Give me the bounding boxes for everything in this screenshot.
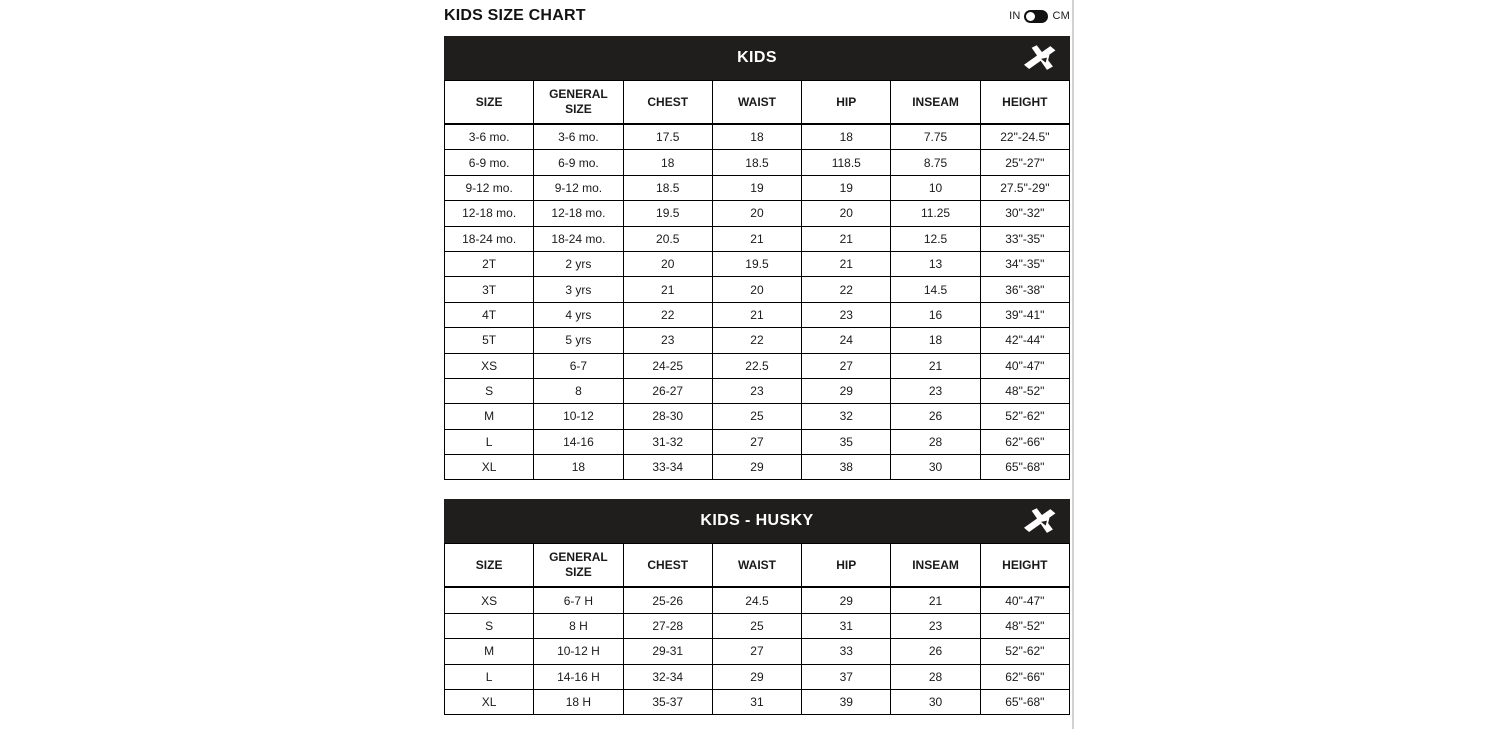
table-cell: 12-18 mo. — [534, 201, 623, 226]
table-cell: 23 — [623, 328, 712, 353]
table-cell: 14-16 — [534, 429, 623, 454]
unit-label-in: IN — [1009, 10, 1021, 22]
column-header: GENERAL SIZE — [534, 81, 623, 125]
table-row — [445, 201, 1070, 226]
table-cell: 48"-52" — [980, 613, 1069, 638]
table-title: KIDS - HUSKY — [700, 512, 814, 530]
column-header: HIP — [802, 81, 891, 125]
table-cell: 38 — [802, 455, 891, 480]
table-cell: 20.5 — [623, 226, 712, 251]
column-header: CHEST — [623, 544, 712, 588]
table-cell: 7.75 — [891, 124, 980, 150]
table-cell: 52"-62" — [980, 639, 1069, 664]
table-row — [445, 664, 1070, 689]
table-cell: 2 yrs — [534, 251, 623, 276]
header-row — [445, 81, 1070, 125]
table-cell: 21 — [891, 587, 980, 613]
table-row — [445, 404, 1070, 429]
table-cell: 65"-68" — [980, 690, 1069, 715]
kids-husky-size-table-section — [444, 499, 1070, 715]
table-cell: 27-28 — [623, 613, 712, 638]
table-cell: 20 — [623, 251, 712, 276]
table-cell: 34"-35" — [980, 251, 1069, 276]
brand-logo-icon — [1024, 507, 1058, 535]
table-cell: 52"-62" — [980, 404, 1069, 429]
table-cell: 3-6 mo. — [534, 124, 623, 150]
table-cell: 21 — [802, 226, 891, 251]
table-cell: L — [445, 429, 534, 454]
table-cell: 20 — [712, 277, 801, 302]
size-table — [444, 80, 1070, 480]
table-cell: 6-7 — [534, 353, 623, 378]
table-cell: 22.5 — [712, 353, 801, 378]
table-cell: 22 — [712, 328, 801, 353]
table-cell: 9-12 mo. — [445, 175, 534, 200]
table-cell: 28 — [891, 429, 980, 454]
table-cell: 30 — [891, 690, 980, 715]
table-cell: 48"-52" — [980, 378, 1069, 403]
table-cell: 3T — [445, 277, 534, 302]
table-cell: 29 — [712, 455, 801, 480]
table-cell: 31 — [712, 690, 801, 715]
table-cell: M — [445, 404, 534, 429]
table-row — [445, 328, 1070, 353]
table-cell: 18.5 — [712, 150, 801, 175]
table-cell: 9-12 mo. — [534, 175, 623, 200]
table-cell: 28 — [891, 664, 980, 689]
table-cell: 22 — [802, 277, 891, 302]
table-cell: 26 — [891, 639, 980, 664]
table-row — [445, 124, 1070, 150]
table-cell: 25-26 — [623, 587, 712, 613]
table-cell: 19.5 — [623, 201, 712, 226]
toggle-knob-icon — [1026, 12, 1035, 21]
table-cell: 39 — [802, 690, 891, 715]
column-header: INSEAM — [891, 81, 980, 125]
table-cell: 18 — [802, 124, 891, 150]
table-cell: XL — [445, 690, 534, 715]
table-cell: 18-24 mo. — [534, 226, 623, 251]
table-row — [445, 226, 1070, 251]
table-cell: 62"-66" — [980, 664, 1069, 689]
table-banner — [444, 36, 1070, 80]
table-title: KIDS — [737, 49, 777, 66]
table-cell: 23 — [891, 613, 980, 638]
table-cell: 31 — [802, 613, 891, 638]
table-cell: 18 — [534, 455, 623, 480]
table-cell: 27 — [802, 353, 891, 378]
table-cell: 23 — [891, 378, 980, 403]
table-cell: 2T — [445, 251, 534, 276]
table-cell: 40"-47" — [980, 587, 1069, 613]
table-cell: 29-31 — [623, 639, 712, 664]
table-cell: XL — [445, 455, 534, 480]
table-cell: 31-32 — [623, 429, 712, 454]
table-cell: 35-37 — [623, 690, 712, 715]
table-cell: 8 — [534, 378, 623, 403]
table-cell: 26-27 — [623, 378, 712, 403]
table-cell: 19 — [712, 175, 801, 200]
table-cell: 21 — [712, 302, 801, 327]
table-cell: 12-18 mo. — [445, 201, 534, 226]
table-row — [445, 251, 1070, 276]
table-cell: 25 — [712, 613, 801, 638]
column-header: WAIST — [712, 544, 801, 588]
table-cell: 6-9 mo. — [534, 150, 623, 175]
table-row — [445, 378, 1070, 403]
table-cell: 37 — [802, 664, 891, 689]
table-cell: 12.5 — [891, 226, 980, 251]
table-cell: 21 — [623, 277, 712, 302]
table-cell: 10-12 — [534, 404, 623, 429]
table-cell: 13 — [891, 251, 980, 276]
table-cell: XS — [445, 587, 534, 613]
table-cell: 21 — [891, 353, 980, 378]
table-cell: 39"-41" — [980, 302, 1069, 327]
table-cell: 24-25 — [623, 353, 712, 378]
header-row — [445, 544, 1070, 588]
table-cell: 25 — [712, 404, 801, 429]
table-row — [445, 175, 1070, 200]
table-cell: 20 — [802, 201, 891, 226]
table-cell: 11.25 — [891, 201, 980, 226]
table-row — [445, 353, 1070, 378]
table-cell: 23 — [802, 302, 891, 327]
size-table — [444, 543, 1070, 715]
table-cell: M — [445, 639, 534, 664]
brand-logo-icon — [1024, 44, 1058, 72]
table-cell: 6-9 mo. — [445, 150, 534, 175]
unit-label-cm: CM — [1052, 10, 1070, 22]
table-cell: 21 — [802, 251, 891, 276]
table-cell: 10-12 H — [534, 639, 623, 664]
table-cell: 3-6 mo. — [445, 124, 534, 150]
table-cell: 40"-47" — [980, 353, 1069, 378]
column-header: HEIGHT — [980, 81, 1069, 125]
table-row — [445, 277, 1070, 302]
table-cell: 22 — [623, 302, 712, 327]
table-cell: 19.5 — [712, 251, 801, 276]
table-cell: 27 — [712, 429, 801, 454]
table-cell: L — [445, 664, 534, 689]
table-cell: 33-34 — [623, 455, 712, 480]
column-header: WAIST — [712, 81, 801, 125]
table-cell: 18 — [712, 124, 801, 150]
table-cell: 20 — [712, 201, 801, 226]
table-cell: 5 yrs — [534, 328, 623, 353]
kids-size-table-section — [444, 36, 1070, 480]
table-cell: S — [445, 613, 534, 638]
table-cell: 16 — [891, 302, 980, 327]
table-cell: 8 H — [534, 613, 623, 638]
table-cell: S — [445, 378, 534, 403]
column-header: GENERAL SIZE — [534, 544, 623, 588]
table-cell: 29 — [712, 664, 801, 689]
table-cell: 118.5 — [802, 150, 891, 175]
table-row — [445, 639, 1070, 664]
table-cell: 24 — [802, 328, 891, 353]
table-cell: 18-24 mo. — [445, 226, 534, 251]
table-cell: 22"-24.5" — [980, 124, 1069, 150]
size-chart-content — [444, 5, 1070, 715]
table-row — [445, 587, 1070, 613]
table-cell: 8.75 — [891, 150, 980, 175]
table-row — [445, 150, 1070, 175]
table-cell: 17.5 — [623, 124, 712, 150]
table-cell: 3 yrs — [534, 277, 623, 302]
table-row — [445, 613, 1070, 638]
table-row — [445, 429, 1070, 454]
table-cell: 25"-27" — [980, 150, 1069, 175]
topbar — [444, 5, 1070, 27]
table-cell: 18 — [891, 328, 980, 353]
table-cell: 5T — [445, 328, 534, 353]
table-cell: 62"-66" — [980, 429, 1069, 454]
page-title: KIDS SIZE CHART — [444, 7, 586, 24]
table-cell: 29 — [802, 378, 891, 403]
table-cell: 35 — [802, 429, 891, 454]
table-cell: 30"-32" — [980, 201, 1069, 226]
column-header: HEIGHT — [980, 544, 1069, 588]
column-header: CHEST — [623, 81, 712, 125]
table-cell: 27 — [712, 639, 801, 664]
table-row — [445, 302, 1070, 327]
column-header: SIZE — [445, 544, 534, 588]
table-row — [445, 455, 1070, 480]
table-cell: 19 — [802, 175, 891, 200]
table-cell: 4T — [445, 302, 534, 327]
table-cell: 32-34 — [623, 664, 712, 689]
table-cell: 14.5 — [891, 277, 980, 302]
table-cell: 21 — [712, 226, 801, 251]
table-cell: XS — [445, 353, 534, 378]
table-cell: 29 — [802, 587, 891, 613]
column-header: SIZE — [445, 81, 534, 125]
table-cell: 65"-68" — [980, 455, 1069, 480]
table-banner — [444, 499, 1070, 543]
table-cell: 33 — [802, 639, 891, 664]
table-cell: 32 — [802, 404, 891, 429]
panel-right-edge — [1072, 0, 1074, 729]
column-header: HIP — [802, 544, 891, 588]
table-cell: 10 — [891, 175, 980, 200]
column-header: INSEAM — [891, 544, 980, 588]
table-cell: 18.5 — [623, 175, 712, 200]
unit-toggle-switch[interactable] — [1024, 10, 1048, 23]
unit-toggle[interactable] — [1009, 10, 1070, 23]
table-cell: 33"-35" — [980, 226, 1069, 251]
table-cell: 28-30 — [623, 404, 712, 429]
table-cell: 18 — [623, 150, 712, 175]
table-row — [445, 690, 1070, 715]
table-cell: 24.5 — [712, 587, 801, 613]
table-cell: 26 — [891, 404, 980, 429]
table-cell: 18 H — [534, 690, 623, 715]
table-cell: 23 — [712, 378, 801, 403]
table-cell: 30 — [891, 455, 980, 480]
table-cell: 6-7 H — [534, 587, 623, 613]
table-cell: 36"-38" — [980, 277, 1069, 302]
table-cell: 27.5"-29" — [980, 175, 1069, 200]
table-cell: 4 yrs — [534, 302, 623, 327]
table-cell: 14-16 H — [534, 664, 623, 689]
table-cell: 42"-44" — [980, 328, 1069, 353]
